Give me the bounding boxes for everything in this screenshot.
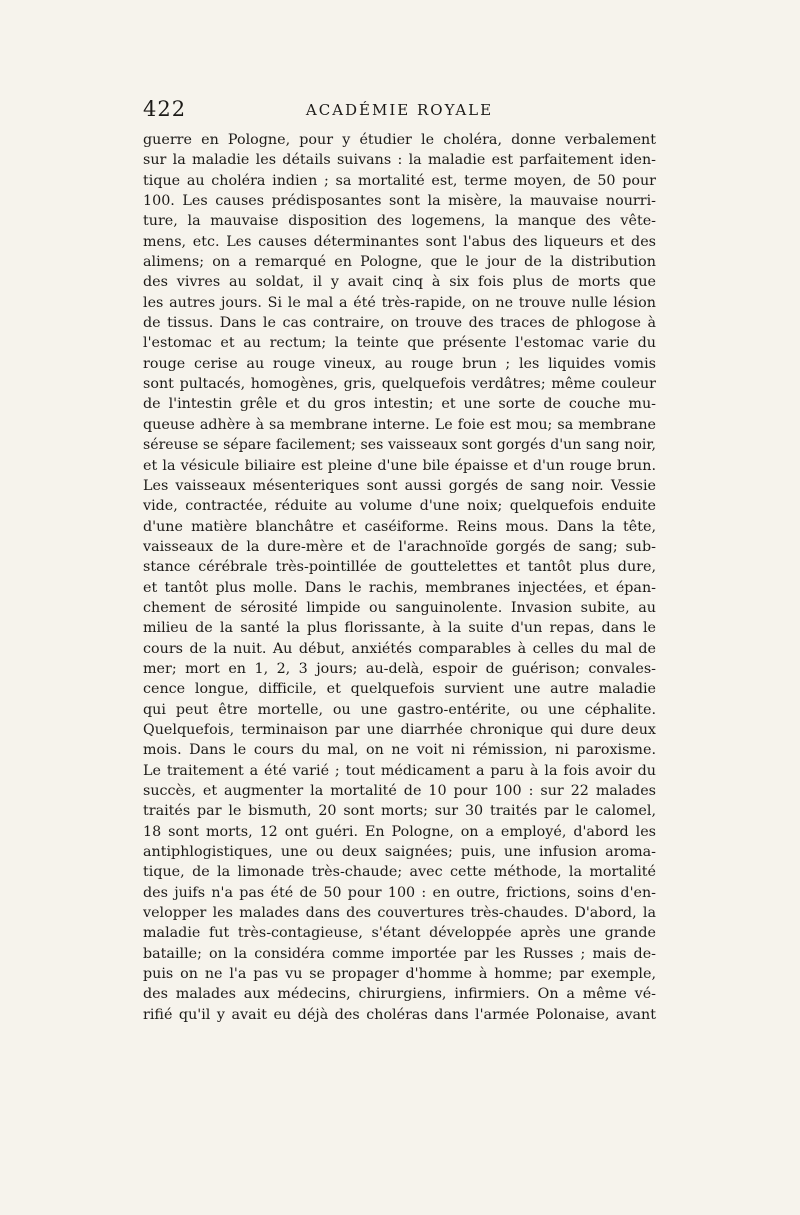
text-line: l'estomac et au rectum; la teinte que présente l'estomac varie du	[143, 335, 656, 352]
text-line: 18 sont morts, 12 ont guéri. En Pologne, on a employé, d'abord les	[143, 823, 656, 840]
text-line: qui peut être mortelle, ou une gastro-entérite, ou une céphalite.	[143, 701, 656, 718]
text-line: sont pultacés, homogènes, gris, quelquefois verdâtres; même couleur	[143, 376, 656, 393]
page-header	[143, 97, 656, 123]
text-line: bataille; on la considéra comme importée par les Russes ; mais de-	[143, 945, 656, 962]
text-line: des malades aux médecins, chirurgiens, infirmiers. On a même vé-	[143, 986, 656, 1003]
text-line: des vivres au soldat, il y avait cinq à six fois plus de morts que	[143, 274, 656, 291]
text-line: des juifs n'a pas été de 50 pour 100 : en outre, frictions, soins d'en-	[143, 884, 656, 901]
text-line: Les vaisseaux mésenteriques sont aussi gorgés de sang noir. Vessie	[143, 477, 656, 494]
text-line: maladie fut très-contagieuse, s'étant développée après une grande	[143, 925, 656, 942]
text-line: stance cérébrale très-pointillée de gouttelettes et tantôt plus dure,	[143, 559, 656, 576]
text-line: d'une matière blanchâtre et caséiforme. Reins mous. Dans la tête,	[143, 518, 656, 535]
text-line: tique au choléra indien ; sa mortalité est, terme moyen, de 50 pour	[143, 172, 656, 189]
text-line: séreuse se sépare facilement; ses vaisseaux sont gorgés d'un sang noir,	[143, 437, 656, 454]
text-line: rifié qu'il y avait eu déjà des choléras dans l'armée Polonaise, avant	[143, 1006, 656, 1023]
body-text	[143, 130, 656, 1025]
text-line: Le traitement a été varié ; tout médicament a paru à la fois avoir du	[143, 762, 656, 779]
text-line: 100. Les causes prédisposantes sont la misère, la mauvaise nourri-	[143, 193, 656, 210]
text-line: guerre en Pologne, pour y étudier le choléra, donne verbalement	[143, 132, 656, 148]
text-line: et la vésicule biliaire est pleine d'une bile épaisse et d'un rouge brun.	[143, 457, 656, 474]
text-line: alimens; on a remarqué en Pologne, que le jour de la distribution	[143, 254, 656, 271]
text-line: de l'intestin grêle et du gros intestin; et une sorte de couche mu-	[143, 396, 656, 413]
text-line: vide, contractée, réduite au volume d'une noix; quelquefois enduite	[143, 498, 656, 515]
text-line: tique, de la limonade très-chaude; avec cette méthode, la mortalité	[143, 864, 656, 881]
text-line: velopper les malades dans des couvertures très-chaudes. D'abord, la	[143, 905, 656, 922]
text-line: de tissus. Dans le cas contraire, on trouve des traces de phlogose à	[143, 315, 656, 332]
text-line: cence longue, difficile, et quelquefois survient une autre maladie	[143, 681, 656, 698]
text-line: mer; mort en 1, 2, 3 jours; au-delà, espoir de guérison; convales-	[143, 660, 656, 677]
text-line: Quelquefois, terminaison par une diarrhée chronique qui dure deux	[143, 721, 656, 738]
text-line: succès, et augmenter la mortalité de 10 pour 100 : sur 22 malades	[143, 783, 656, 799]
text-line: traités par le bismuth, 20 sont morts; sur 30 traités par le calomel,	[143, 803, 656, 820]
text-line: sur la maladie les détails suivans : la maladie est parfaitement iden-	[143, 152, 656, 169]
page-number: 422	[143, 97, 187, 121]
text-line: chement de sérosité limpide ou sanguinolente. Invasion subite, au	[143, 599, 656, 616]
text-line: queuse adhère à sa membrane interne. Le foie est mou; sa membrane	[143, 416, 656, 433]
text-line: ture, la mauvaise disposition des logemens, la manque des vête-	[143, 213, 656, 230]
text-line: antiphlogistiques, une ou deux saignées; puis, une infusion aroma-	[143, 844, 656, 861]
text-line: vaisseaux de la dure-mère et de l'arachnoïde gorgés de sang; sub-	[143, 538, 656, 555]
text-line: puis on ne l'a pas vu se propager d'homme à homme; par exemple,	[143, 966, 656, 983]
text-line: milieu de la santé la plus florissante, à la suite d'un repas, dans le	[143, 620, 656, 637]
running-head: ACADÉMIE ROYALE	[305, 101, 494, 119]
text-line: cours de la nuit. Au début, anxiétés comparables à celles du mal de	[143, 640, 656, 657]
text-line: rouge cerise au rouge vineux, au rouge brun ; les liquides vomis	[143, 355, 656, 372]
text-line: les autres jours. Si le mal a été très-rapide, on ne trouve nulle lésion	[143, 294, 656, 311]
text-line: mens, etc. Les causes déterminantes sont l'abus des liqueurs et des	[143, 233, 656, 250]
text-line: et tantôt plus molle. Dans le rachis, membranes injectées, et épan-	[143, 579, 656, 596]
text-line: mois. Dans le cours du mal, on ne voit ni rémission, ni paroxisme.	[143, 742, 656, 759]
